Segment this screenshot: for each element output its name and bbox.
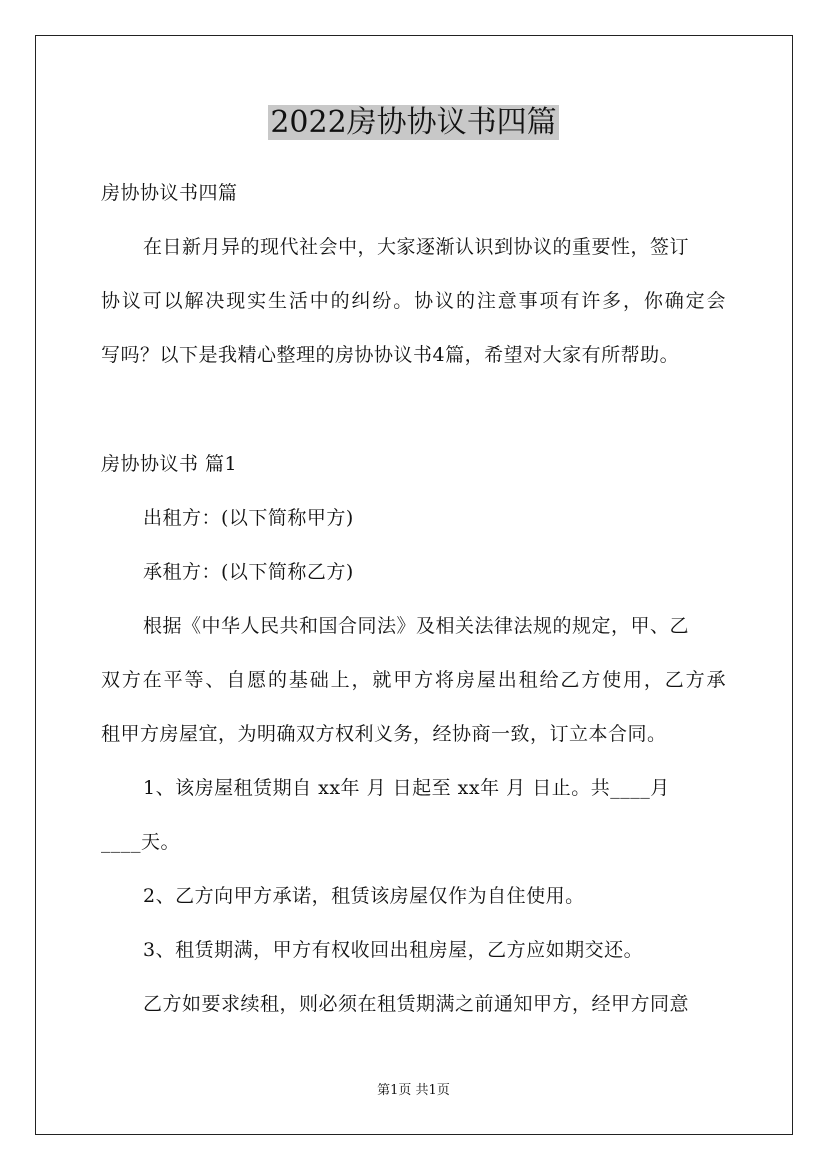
lessor-line: 出租方：(以下简称甲方) (143, 507, 354, 529)
intro-paragraph-line-3: 写吗？以下是我精心整理的房协协议书4篇，希望对大家有所帮助。 (101, 344, 680, 366)
contract-paragraph-line-1: 根据《中华人民共和国合同法》及相关法律法规的规定，甲、乙 (143, 615, 690, 637)
intro-paragraph-line-2: 协议可以解决现实生活中的纠纷。协议的注意事项有许多，你确定会 (101, 290, 726, 312)
lessee-line: 承租方：(以下简称乙方) (143, 561, 354, 583)
clause-1-line-1: 1、该房屋租赁期自 xx年 月 日起至 xx年 月 日止。共____月 (143, 777, 670, 799)
document-title (0, 101, 827, 145)
clause-1-line-2: ____天。 (101, 831, 181, 853)
document-title-text: 2022房协协议书四篇 (270, 105, 557, 140)
doc-subtitle: 房协协议书四篇 (101, 182, 238, 204)
clause-2: 2、乙方向甲方承诺，租赁该房屋仅作为自住使用。 (143, 885, 585, 907)
renewal-paragraph-line-1: 乙方如要求续租，则必须在租赁期满之前通知甲方，经甲方同意 (143, 993, 690, 1015)
page-footer: 第1页 共1页 (377, 1083, 450, 1098)
contract-paragraph-line-3: 租甲方房屋宜，为明确双方权利义务，经协商一致，订立本合同。 (101, 723, 667, 745)
clause-3: 3、租赁期满，甲方有权收回出租房屋，乙方应如期交还。 (143, 939, 644, 961)
section-heading: 房协协议书 篇1 (101, 453, 238, 475)
intro-paragraph-line-1: 在日新月异的现代社会中，大家逐渐认识到协议的重要性，签订 (143, 236, 690, 258)
contract-paragraph-line-2: 双方在平等、自愿的基础上，就甲方将房屋出租给乙方使用，乙方承 (101, 669, 726, 691)
